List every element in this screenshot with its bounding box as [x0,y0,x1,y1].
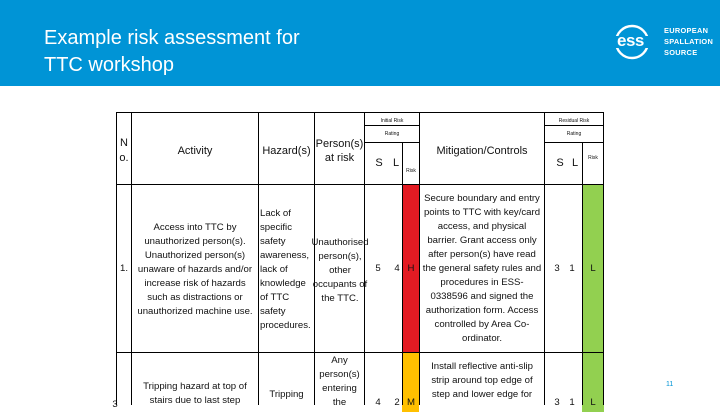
grid-h-row1 [116,352,604,353]
row1-s: 5 [375,263,381,274]
grid-v-7 [544,112,545,405]
row1-no: 1. [119,263,128,274]
header-mitigation: Mitigation/Controls [436,145,528,157]
row1-res-s: 3 [554,263,560,274]
row2-s: 4 [375,397,381,408]
row2-activity: Tripping hazard at top of stairs due to last step [143,381,247,406]
row2-res-risk: L [590,397,596,408]
logo-line-2: SPALLATION [664,37,714,46]
header-initial-risk: Initial Risk [380,118,404,124]
ess-logo-text [664,25,713,58]
ess-logo-mark-text: ess [617,31,644,50]
row1-mitigation: Secure boundary and entry points to TTC with key/card access, and physical barrier. Grant access only after person(s) have read the general safety rules and procedures in ESS-0338596 and signed the authorization form. Access controlled by Area Co-ordinator. [422,192,542,344]
grid-h-sub2 [544,125,604,126]
grid-h-sub4 [544,142,604,143]
row2-risk: M [407,397,415,408]
page-number: 11 [666,381,674,388]
row1-risk: H [407,263,415,274]
ess-logo [604,22,714,62]
slide-title [44,25,300,79]
row2-hazard: Tripping [269,389,304,400]
header-activity: Activity [177,145,213,157]
header-residual-rating: Rating [566,131,582,137]
grid-h-top [116,112,604,113]
row1-hazard: Lack of specific safety awareness, lack of knowledge of TTC safety procedures. [260,208,311,331]
row2-no: 3 [112,399,118,410]
header-residual-l: L [571,157,579,169]
header-persons: Person(s) at risk [315,138,364,164]
row2-mitigation: Install reflective anti-slip strip around top edge of step and lower edge for [431,361,533,400]
header-residual-risk: Residual Risk [558,118,590,124]
row2-res-s: 3 [554,397,560,408]
row2-l: 2 [394,397,400,408]
row1-l: 4 [394,263,400,274]
header-initial-rating: Rating [384,131,400,137]
header-residual-risk-col: Risk [588,155,598,161]
slide-title-line-1: Example risk assessment for [44,27,300,49]
row1-res-risk: L [590,263,596,274]
grid-h-sub3 [364,142,419,143]
header-initial-risk-col: Risk [406,168,416,174]
risk-assessment-table [112,112,604,410]
logo-line-1: EUROPEAN [664,26,709,35]
grid-v-9 [603,112,604,405]
header-no: No. [119,137,129,164]
row2-res-l: 1 [569,397,575,408]
row1-persons: Unauthorised person(s), other occupants of the TTC. [311,237,369,304]
row2-persons: Any person(s) entering the [319,355,360,408]
slide-title-line-2: TTC workshop [44,54,175,76]
header-initial-l: L [392,157,400,169]
header-hazard: Hazard(s) [262,145,311,157]
grid-v-8 [582,142,583,405]
header-residual-s: S [556,157,564,169]
logo-line-3: SOURCE [664,48,698,57]
row1-activity: Access into TTC by unauthorized person(s). Unauthorized person(s) unaware of hazards and/or increase risk of hazards such as distractions or unauthorized machine use. [137,222,253,317]
row1-res-l: 1 [569,263,575,274]
title-banner [0,0,720,86]
grid-h-sub1 [364,125,419,126]
header-initial-s: S [375,157,383,169]
